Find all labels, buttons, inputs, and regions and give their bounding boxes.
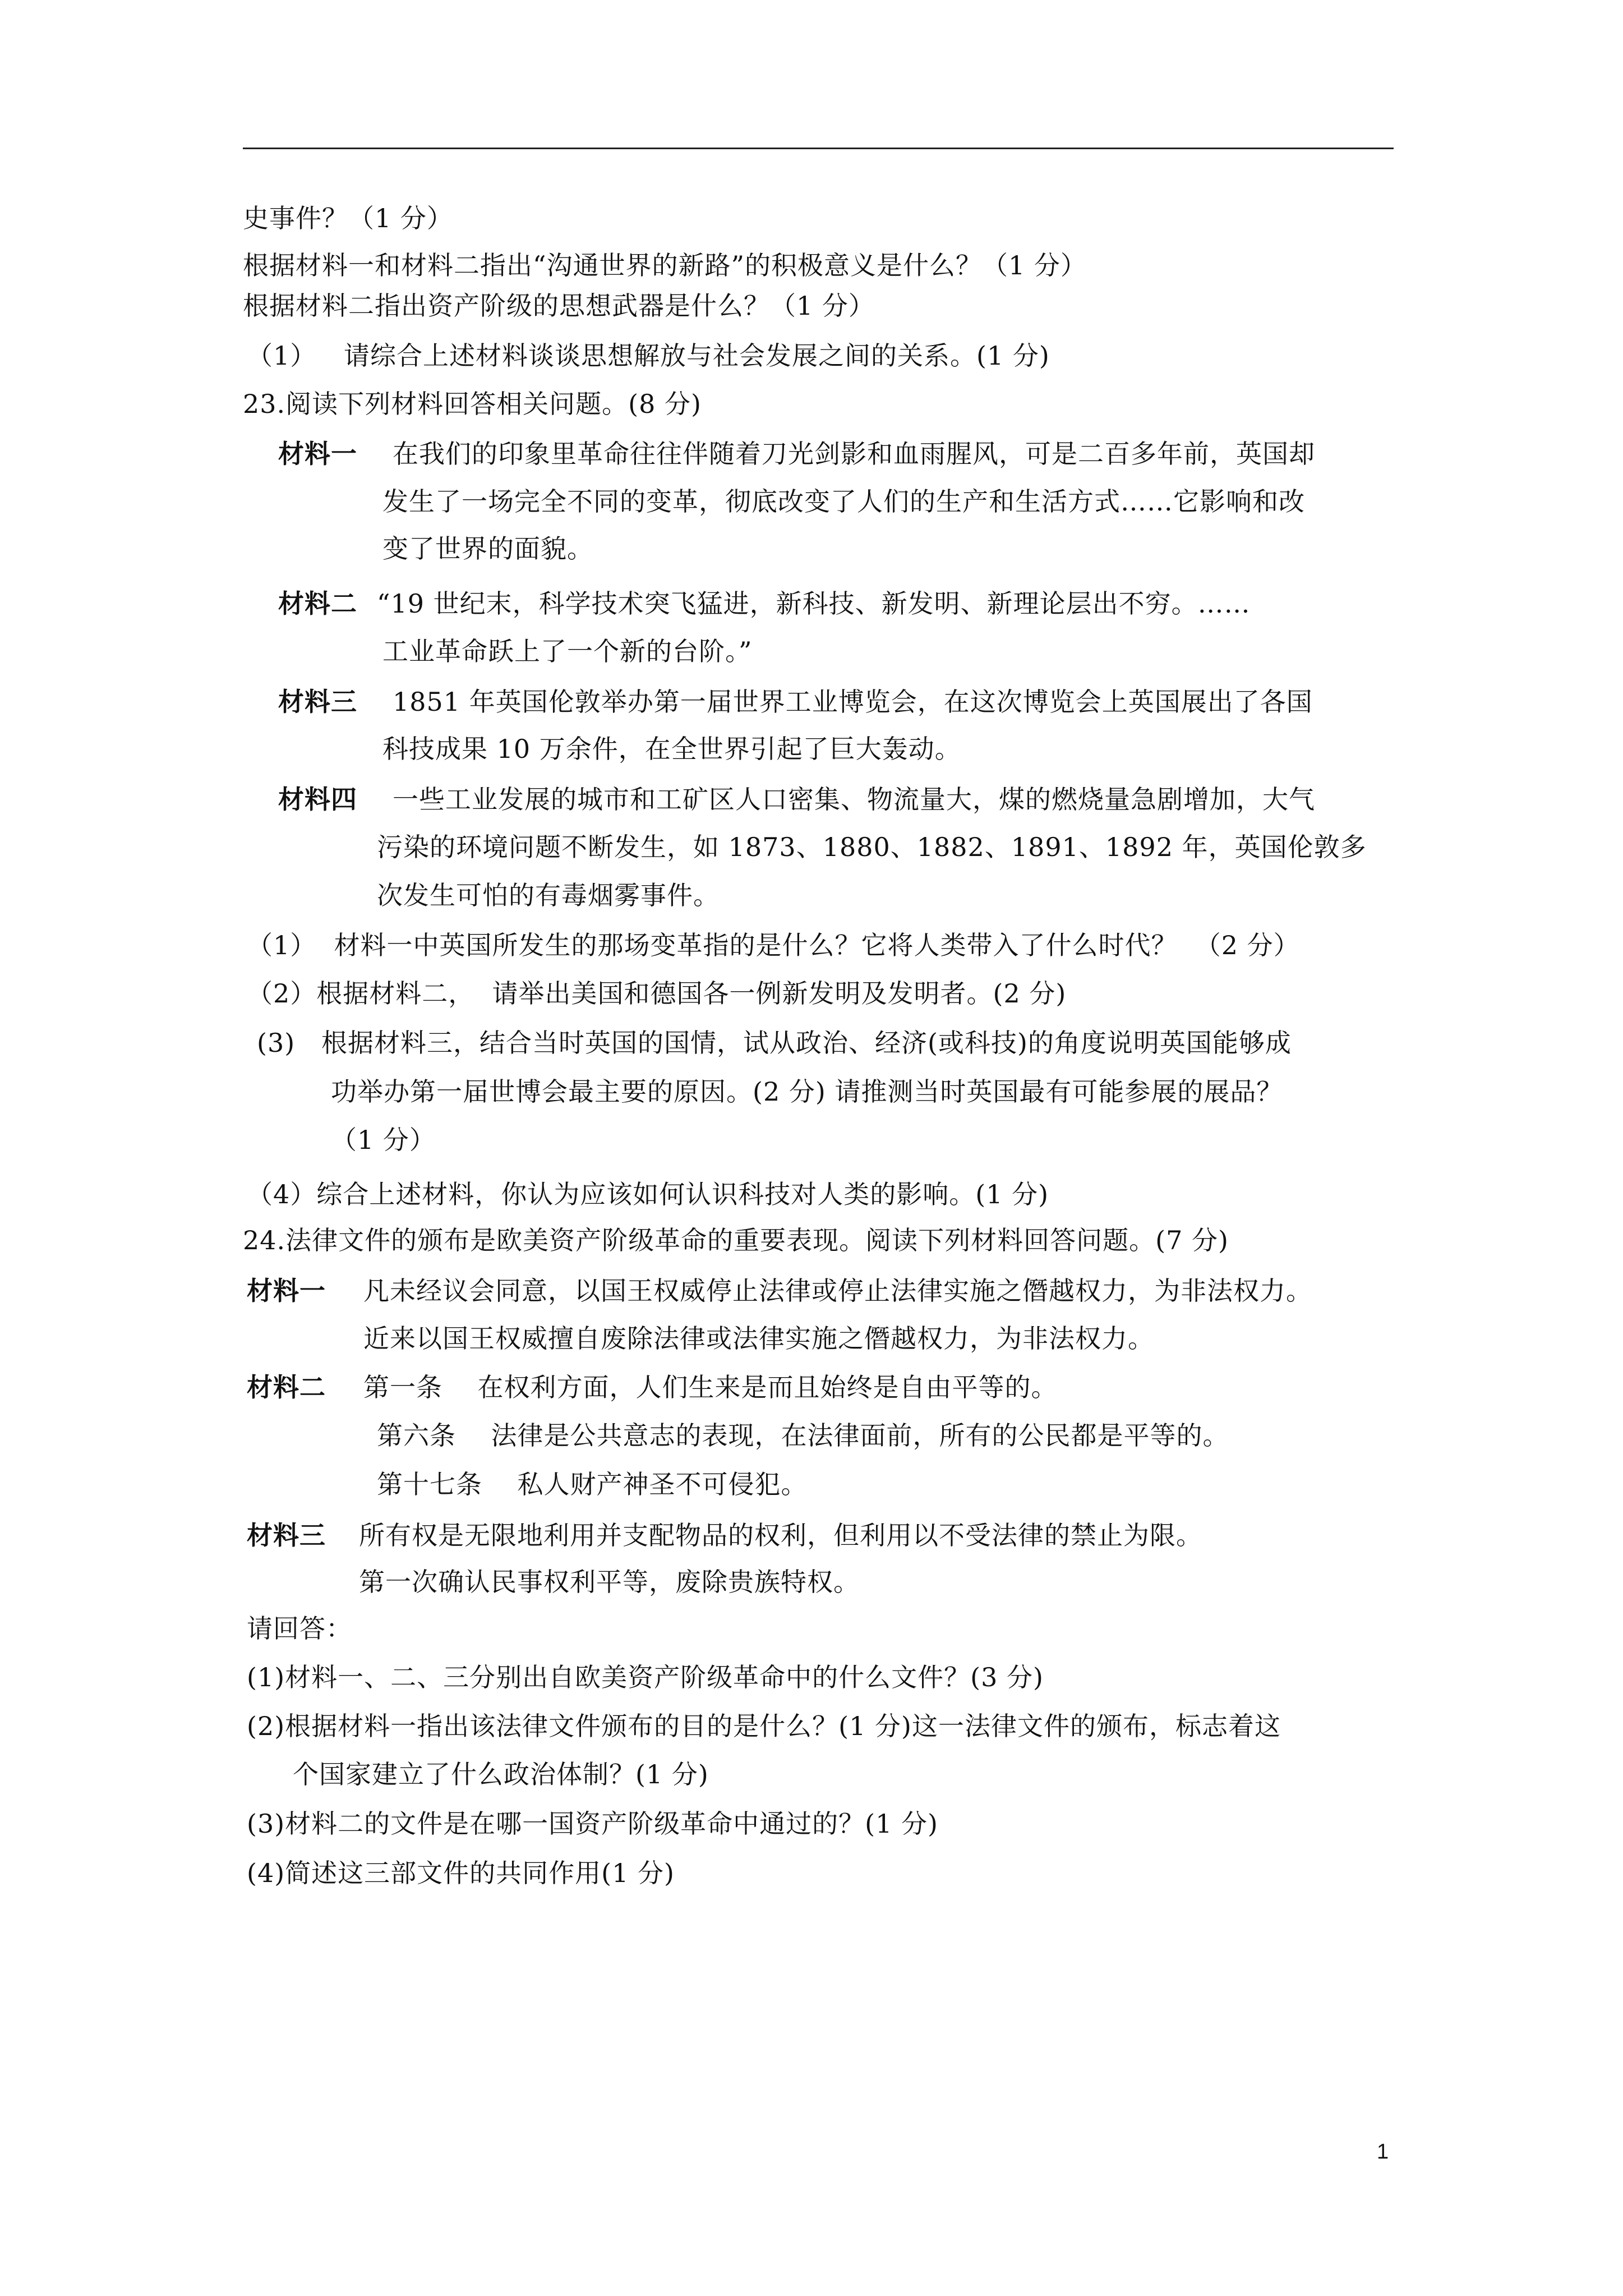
page-number: 1 (1377, 2140, 1389, 2164)
q23-material-1-text: 变了世界的面貌。 (382, 533, 593, 564)
q23-material-4-text: 一些工业发展的城市和工矿区人口密集、物流量大，煤的燃烧量急剧增加，大气 (393, 784, 1315, 815)
q24-question-1: (1)材料一、二、三分别出自欧美资产阶级革命中的什么文件？(3 分) (247, 1662, 1044, 1692)
q23-material-2-label: 材料二 (278, 588, 357, 619)
q23-material-3-text: 科技成果 10 万余件，在全世界引起了巨大轰动。 (382, 734, 961, 764)
q23-material-2-text: “19 世纪末，科学技术突飞猛进，新科技、新发明、新理论层出不穷。…… (377, 588, 1251, 619)
q24-material-1-text: 凡未经议会同意，以国王权威停止法律或停止法律实施之僭越权力，为非法权力。 (363, 1276, 1312, 1306)
prev-question-number: （1） (247, 341, 317, 371)
q23-material-1-text: 发生了一场完全不同的变革，彻底改变了人们的生产和生活方式……它影响和改 (382, 486, 1305, 517)
q23-question-3: 功举办第一届世博会最主要的原因。(2 分) 请推测当时英国最有可能参展的展品？ (331, 1076, 1283, 1107)
q24-material-1-label: 材料一 (247, 1276, 326, 1306)
q24-question-2: (2)根据材料一指出该法律文件颁布的目的是什么？(1 分)这一法律文件的颁布，标志着这 (247, 1711, 1281, 1741)
q24-material-2-text: 第十七条 私人财产神圣不可侵犯。 (377, 1469, 808, 1499)
q23-question-2: （2）根据材料二， 请举出美国和德国各一例新发明及发明者。(2 分) (247, 978, 1067, 1009)
q23-question-3: （1 分） (331, 1125, 436, 1155)
q23-question-1: （1） 材料一中英国所发生的那场变革指的是什么？它将人类带入了什么时代？ （2 分） (247, 930, 1300, 960)
q23-material-4-text: 污染的环境问题不断发生，如 1873、1880、1882、1891、1892 年，英国伦敦多 (377, 832, 1367, 862)
q23-material-4-text: 次发生可怕的有毒烟雾事件。 (377, 880, 720, 910)
q24-material-2-text: 第六条 法律是公共意志的表现，在法律面前，所有的公民都是平等的。 (377, 1420, 1229, 1451)
prev-question-line: 史事件？（1 分） (243, 203, 453, 233)
prev-question-line: 根据材料一和材料二指出“沟通世界的新路”的积极意义是什么？（1 分） (243, 250, 1087, 280)
prev-question-line: 根据材料二指出资产阶级的思想武器是什么？（1 分） (243, 291, 875, 321)
q24-material-1-text: 近来以国王权威擅自废除法律或法律实施之僭越权力，为非法权力。 (363, 1323, 1154, 1354)
q24-material-2-label: 材料二 (247, 1372, 326, 1402)
q24-question-3: (3)材料二的文件是在哪一国资产阶级革命中通过的？(1 分) (247, 1809, 938, 1839)
q24-material-3-text: 所有权是无限地利用并支配物品的权利，但利用以不受法律的禁止为限。 (359, 1520, 1202, 1550)
q24-question-4: (4)简述这三部文件的共同作用(1 分) (247, 1858, 675, 1888)
q23-material-1-text: 在我们的印象里革命往往伴随着刀光剑影和血雨腥风，可是二百多年前，英国却 (393, 439, 1315, 469)
q23-material-4-label: 材料四 (278, 784, 357, 815)
q23-title: 23.阅读下列材料回答相关问题。(8 分) (243, 389, 702, 419)
q23-question-4: （4）综合上述材料，你认为应该如何认识科技对人类的影响。(1 分) (247, 1179, 1049, 1209)
q24-material-3-text: 第一次确认民事权利平等，废除贵族特权。 (359, 1567, 860, 1597)
q24-title: 24.法律文件的颁布是欧美资产阶级革命的重要表现。阅读下列材料回答问题。(7 分) (243, 1225, 1229, 1255)
q24-ask: 请回答： (247, 1613, 352, 1644)
q24-material-2-text: 第一条 在权利方面，人们生来是而且始终是自由平等的。 (363, 1372, 1058, 1402)
header-rule (243, 148, 1394, 149)
q24-material-3-label: 材料三 (247, 1520, 326, 1550)
q23-question-3: (3) 根据材料三，结合当时英国的国情，试从政治、经济(或科技)的角度说明英国能够成 (257, 1028, 1292, 1058)
q23-material-1-label: 材料一 (278, 439, 357, 469)
q23-material-2-text: 工业革命跃上了一个新的台阶。” (382, 636, 753, 666)
q23-material-3-text: 1851 年英国伦敦举办第一届世界工业博览会，在这次博览会上英国展出了各国 (393, 687, 1313, 717)
q23-material-3-label: 材料三 (278, 687, 357, 717)
q24-question-2: 个国家建立了什么政治体制？(1 分) (293, 1759, 709, 1789)
prev-question-text: 请综合上述材料谈谈思想解放与社会发展之间的关系。(1 分) (344, 341, 1050, 371)
